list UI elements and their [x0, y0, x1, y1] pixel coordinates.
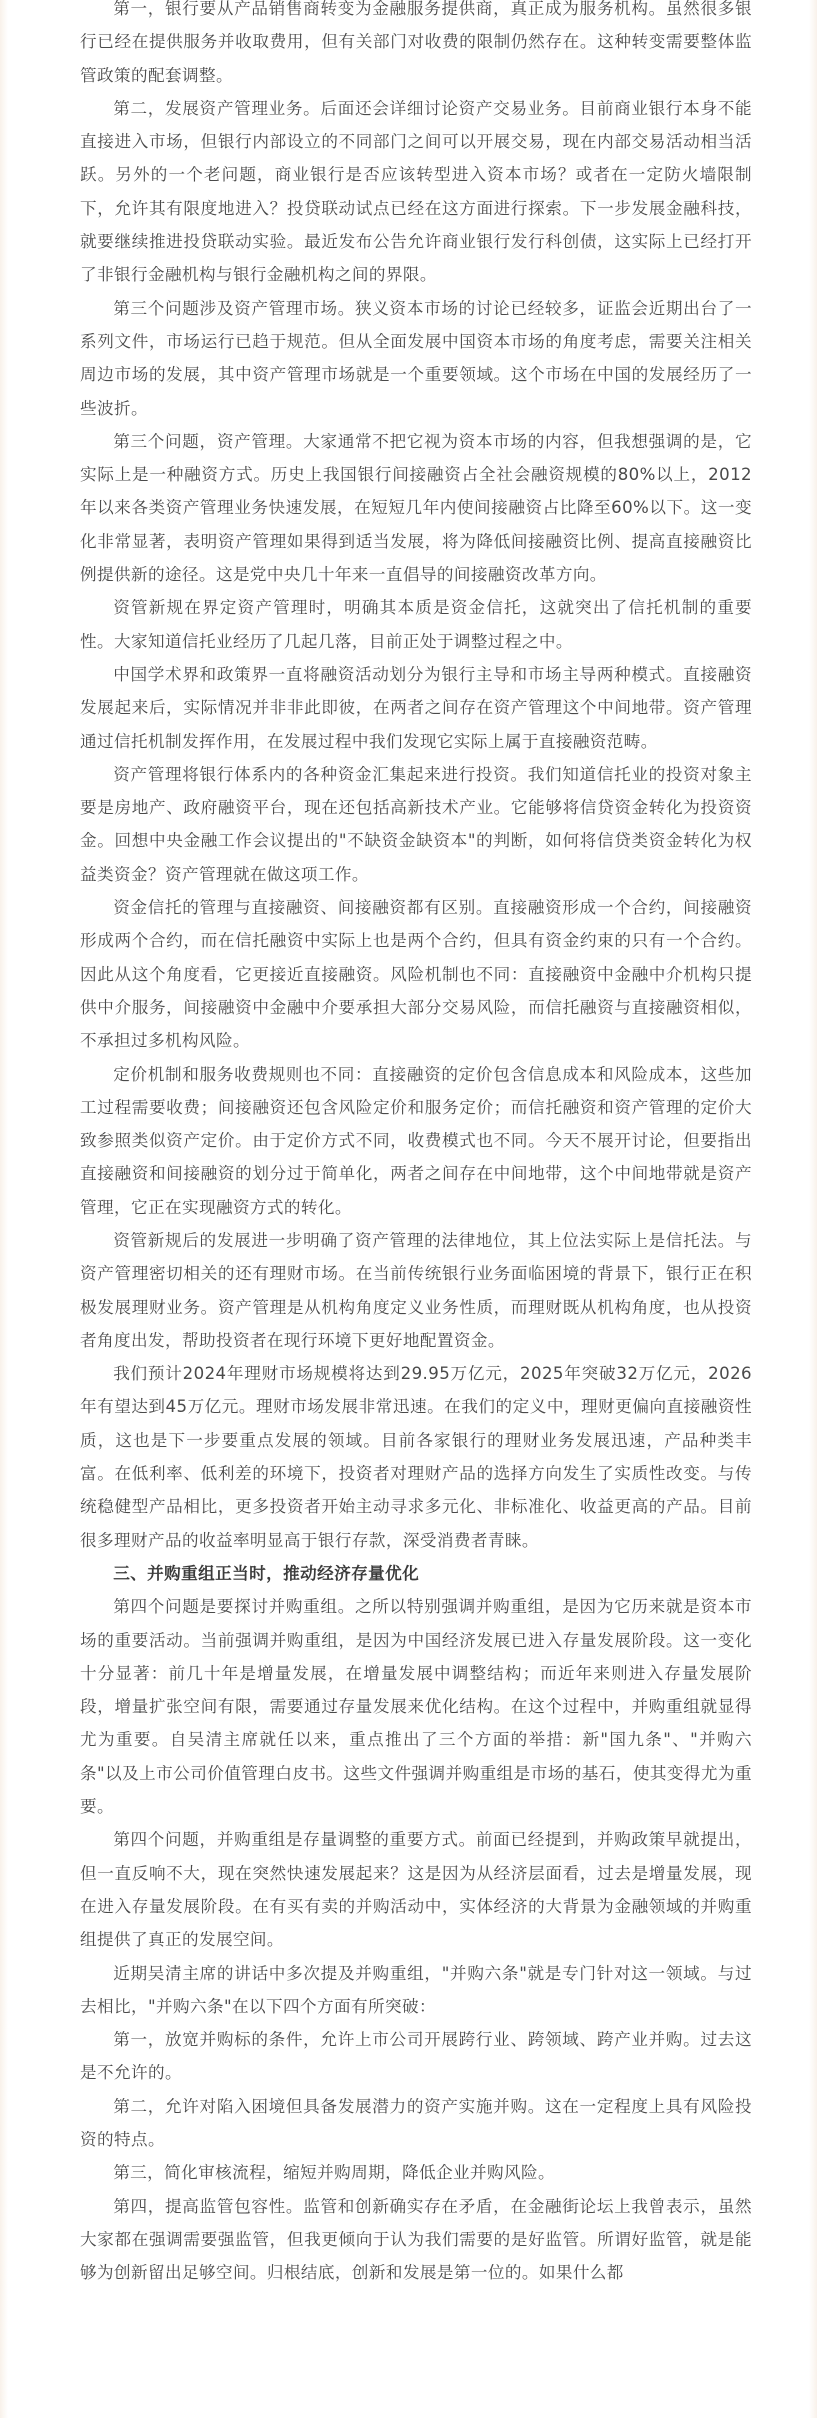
section-heading: 三、并购重组正当时，推动经济存量优化	[113, 1563, 420, 1583]
paragraph: 第二，允许对陷入困境但具备发展潜力的资产实施并购。这在一定程度上具有风险投资的特点。	[80, 2096, 752, 2149]
paragraph: 第二，发展资产管理业务。后面还会详细讨论资产交易业务。目前商业银行本身不能直接进入市场，但银行内部设立的不同部门之间可以开展交易，现在内部交易活动相当活跃。另外的一个老问题，商业银行是否应该转型进入资本市场？或者在一定防火墙限制下，允许其有限度地进入？投贷联动试点已经在这方面进行探索。下一步发展金融科技，就要继续推进投贷联动实验。最近发布公告允许商业银行发行科创债，这实际上已经打开了非银行金融机构与银行金融机构之间的界限。	[80, 98, 752, 285]
paragraph: 资管新规在界定资产管理时，明确其本质是资金信托，这就突出了信托机制的重要性。大家知道信托业经历了几起几落，目前正处于调整过程之中。	[80, 598, 752, 651]
paragraph: 第四个问题是要探讨并购重组。之所以特别强调并购重组，是因为它历来就是资本市场的重要活动。当前强调并购重组，是因为中国经济发展已进入存量发展阶段。这一变化十分显著：前几十年是增量发展，在增量发展中调整结构；而近年来则进入存量发展阶段，增量扩张空间有限，需要通过存量发展来优化结构。在这个过程中，并购重组就显得尤为重要。自吴清主席就任以来，重点推出了三个方面的举措：新"国九条"、"并购六条"以及上市公司价值管理白皮书。这些文件强调并购重组是市场的基石，使其变得尤为重要。	[80, 1597, 752, 1817]
paragraph: 第一，银行要从产品销售商转变为金融服务提供商，真正成为服务机构。虽然很多银行已经在提供服务并收取费用，但有关部门对收费的限制仍然存在。这种转变需要整体监管政策的配套调整。	[80, 0, 752, 85]
paragraph: 第一，放宽并购标的条件，允许上市公司开展跨行业、跨领域、跨产业并购。过去这是不允许的。	[80, 2030, 752, 2083]
paragraph: 第三个问题，资产管理。大家通常不把它视为资本市场的内容，但我想强调的是，它实际上是一种融资方式。历史上我国银行间接融资占全社会融资规模的80%以上，2012年以来各类资产管理业务快速发展，在短短几年内使间接融资占比降至60%以下。这一变化非常显著，表明资产管理如果得到适当发展，将为降低间接融资比例、提高直接融资比例提供新的途径。这是党中央几十年来一直倡导的间接融资改革方向。	[80, 431, 752, 585]
paragraph: 资管新规后的发展进一步明确了资产管理的法律地位，其上位法实际上是信托法。与资产管理密切相关的还有理财市场。在当前传统银行业务面临困境的背景下，银行正在积极发展理财业务。资产管理是从机构角度定义业务性质，而理财既从机构角度，也从投资者角度出发，帮助投资者在现行环境下更好地配置资金。	[80, 1230, 752, 1350]
page-edge-left	[0, 0, 8, 2418]
paragraph: 资产管理将银行体系内的各种资金汇集起来进行投资。我们知道信托业的投资对象主要是房地产、政府融资平台，现在还包括高新技术产业。它能够将信贷资金转化为投资资金。回想中央金融工作会议提出的"不缺资金缺资本"的判断，如何将信贷类资金转化为权益类资金？资产管理就在做这项工作。	[80, 764, 752, 884]
paragraph: 第四个问题，并购重组是存量调整的重要方式。前面已经提到，并购政策早就提出，但一直反响不大，现在突然快速发展起来？这是因为从经济层面看，过去是增量发展，现在进入存量发展阶段。在有买有卖的并购活动中，实体经济的大背景为金融领域的并购重组提供了真正的发展空间。	[80, 1830, 752, 1950]
paragraph: 我们预计2024年理财市场规模将达到29.95万亿元，2025年突破32万亿元，2026年有望达到45万亿元。理财市场发展非常迅速。在我们的定义中，理财更偏向直接融资性质，这也是下一步要重点发展的领域。目前各家银行的理财业务发展迅速，产品种类丰富。在低利率、低利差的环境下，投资者对理财产品的选择方向发生了实质性改变。与传统稳健型产品相比，更多投资者开始主动寻求多元化、非标准化、收益更高的产品。目前很多理财产品的收益率明显高于银行存款，深受消费者青睐。	[80, 1364, 752, 1550]
article-body	[80, 0, 752, 2289]
page-edge-right	[809, 0, 817, 2418]
paragraph: 第三个问题涉及资产管理市场。狭义资本市场的讨论已经较多，证监会近期出台了一系列文件，市场运行已趋于规范。但从全面发展中国资本市场的角度考虑，需要关注相关周边市场的发展，其中资产管理市场就是一个重要领域。这个市场在中国的发展经历了一些波折。	[80, 298, 752, 418]
paragraph: 第四，提高监管包容性。监管和创新确实存在矛盾，在金融街论坛上我曾表示，虽然大家都在强调需要强监管，但我更倾向于认为我们需要的是好监管。所谓好监管，就是能够为创新留出足够空间。归根结底，创新和发展是第一位的。如果什么都	[80, 2196, 752, 2283]
paragraph: 资金信托的管理与直接融资、间接融资都有区别。直接融资形成一个合约，间接融资形成两个合约，而在信托融资中实际上也是两个合约，但具有资金约束的只有一个合约。因此从这个角度看，它更接近直接融资。风险机制也不同：直接融资中金融中介机构只提供中介服务，间接融资中金融中介要承担大部分交易风险，而信托融资与直接融资相似，不承担过多机构风险。	[80, 898, 752, 1051]
paragraph: 第三，简化审核流程，缩短并购周期，降低企业并购风险。	[113, 2163, 556, 2183]
paragraph: 定价机制和服务收费规则也不同：直接融资的定价包含信息成本和风险成本，这些加工过程需要收费；间接融资还包含风险定价和服务定价；而信托融资和资产管理的定价大致参照类似资产定价。由于定价方式不同，收费模式也不同。今天不展开讨论，但要指出直接融资和间接融资的划分过于简单化，两者之间存在中间地带，这个中间地带就是资产管理，它正在实现融资方式的转化。	[80, 1064, 752, 1217]
paragraph: 近期吴清主席的讲话中多次提及并购重组，"并购六条"就是专门针对这一领域。与过去相比，"并购六条"在以下四个方面有所突破：	[80, 1963, 752, 2016]
paragraph: 中国学术界和政策界一直将融资活动划分为银行主导和市场主导两种模式。直接融资发展起来后，实际情况并非非此即彼，在两者之间存在资产管理这个中间地带。资产管理通过信托机制发挥作用，在发展过程中我们发现它实际上属于直接融资范畴。	[80, 664, 752, 751]
